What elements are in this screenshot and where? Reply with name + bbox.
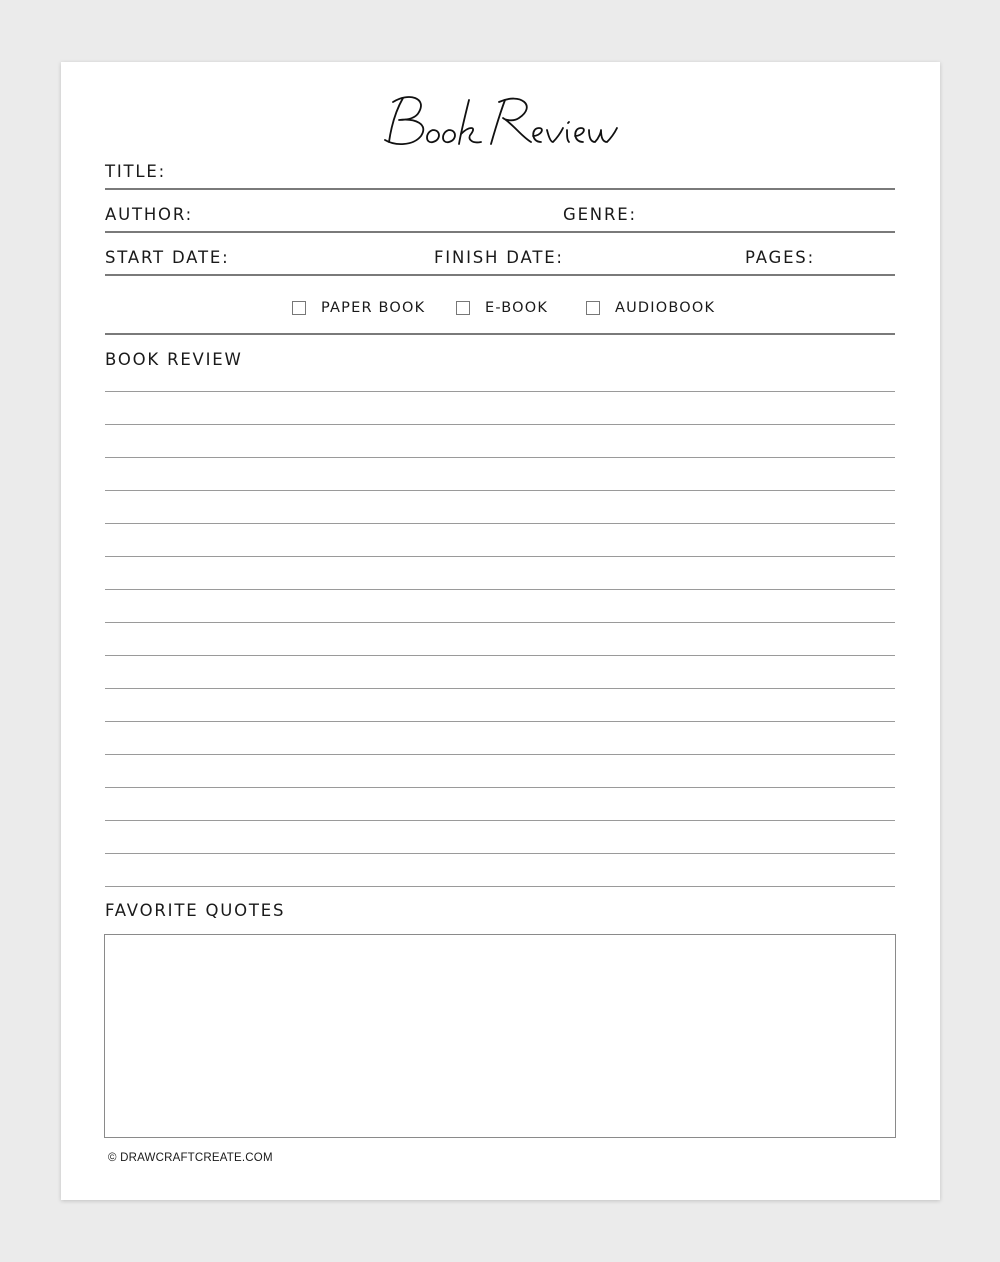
review-line[interactable] [105,589,895,590]
worksheet-page [61,62,940,1200]
paper-book-checkbox[interactable] [292,301,306,315]
paper-book-label: PAPER BOOK [321,300,426,316]
finish-date-label: FINISH DATE: [434,248,564,267]
review-line[interactable] [105,820,895,821]
book-review-script-title [381,90,621,154]
book-review-heading: BOOK REVIEW [105,350,243,369]
start-date-label: START DATE: [105,248,230,267]
review-line[interactable] [105,622,895,623]
review-line[interactable] [105,688,895,689]
review-line[interactable] [105,655,895,656]
format-option-paper-book[interactable] [292,300,425,316]
title-field-row[interactable] [105,146,895,190]
review-line[interactable] [105,391,895,392]
favorite-quotes-box[interactable] [104,934,896,1138]
review-line[interactable] [105,490,895,491]
review-line[interactable] [105,787,895,788]
favorite-quotes-heading: FAVORITE QUOTES [105,901,286,920]
copyright-notice: © DRAWCRAFTCREATE.COM [108,1152,273,1164]
dates-pages-field-row[interactable] [105,232,895,276]
pages-label: PAGES: [745,248,815,267]
page-title-text [61,154,62,155]
title-label: TITLE: [105,162,167,181]
format-option-audiobook[interactable] [586,300,715,316]
author-label: AUTHOR: [105,205,193,224]
review-line[interactable] [105,721,895,722]
review-line[interactable] [105,457,895,458]
review-line[interactable] [105,424,895,425]
review-line[interactable] [105,886,895,887]
ebook-checkbox[interactable] [456,301,470,315]
review-line[interactable] [105,556,895,557]
format-option-ebook[interactable] [456,300,548,316]
book-format-options [105,274,895,335]
review-line[interactable] [105,754,895,755]
audiobook-checkbox[interactable] [586,301,600,315]
audiobook-label: AUDIOBOOK [615,300,716,316]
review-line[interactable] [105,853,895,854]
review-line[interactable] [105,523,895,524]
author-genre-field-row[interactable] [105,189,895,233]
ebook-label: E-BOOK [485,300,549,316]
genre-label: GENRE: [563,205,637,224]
